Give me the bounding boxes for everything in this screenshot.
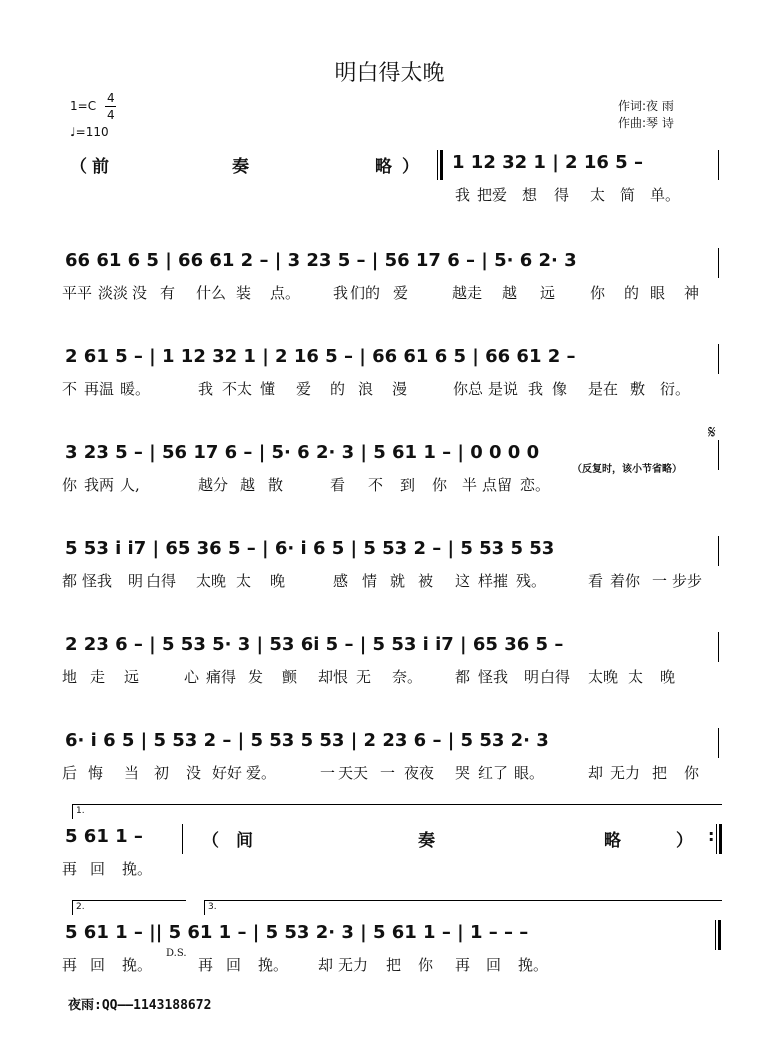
lyrics-line: 后 悔 当 初 没 好好 爱。 一 天天 一 夜夜 哭 红了 眼。 却 无力 把 你	[62, 764, 700, 782]
interlude-word-3: 略	[604, 831, 621, 851]
prelude-word-2: 奏	[232, 157, 249, 177]
score-row-6	[0, 628, 779, 698]
bar-line	[182, 824, 183, 854]
prelude-word-1: 前	[92, 157, 109, 177]
interlude-word-1: 间	[236, 831, 253, 851]
lyrics-line: 再 回 挽。	[62, 860, 153, 878]
bar-line	[718, 150, 719, 180]
time-signature-top: 4	[107, 91, 115, 105]
score-row-4	[0, 422, 779, 506]
notation-line: 66 61 6 5 | 66 61 2 – | 3 23 5 – | 56 17 6 – | 5· 6 2· 3	[65, 250, 577, 271]
notation-line: 1 12 32 1 | 2 16 5 –	[452, 152, 643, 173]
repeat-note: （反复时，该小节省略）	[572, 464, 682, 475]
interlude-open: （	[202, 831, 219, 851]
bar-line	[718, 632, 719, 662]
volta-1: 1.	[72, 804, 722, 819]
lyrics-line: 你 我两 人, 越分 越 散 看 不 到 你 半 点留 恋。	[62, 476, 551, 494]
prelude-open: （	[70, 157, 87, 177]
score-row-7	[0, 724, 779, 794]
segno-icon: 𝄋	[708, 422, 716, 443]
tempo-marking: ♩=110	[70, 125, 109, 139]
dal-segno: D.S.	[166, 948, 187, 959]
notation-line: 5 53 i i7 | 65 36 5 – | 6· i 6 5 | 5 53 2 – | 5 53 5 53	[65, 538, 555, 559]
bar-line	[718, 344, 719, 374]
lyrics-line: 都 怪我 明 白得 太晚 太 晚 感 情 就 被 这 样摧 残。 看 着你 一 步步	[62, 572, 703, 590]
lyrics-line: 平平 淡淡 没 有 什么 装 点。 我 们的 爱 越走 越 远 你 的 眼 神	[62, 284, 700, 302]
song-title: 明白得太晚	[334, 61, 445, 86]
lyrics-line: 地 走 远 心 痛得 发 颤 却恨 无 奈。 都 怪我 明 白得 太晚 太 晚	[62, 668, 676, 686]
score-row-9	[0, 916, 779, 986]
repeat-end-bar-thin	[716, 824, 717, 854]
notation-line: 5 61 1 – || 5 61 1 – | 5 53 2· 3 | 5 61 1 – | 1 – – –	[65, 922, 529, 943]
bar-line	[718, 728, 719, 758]
lyricist-credit: 作词:夜 雨	[618, 99, 674, 113]
repeat-start-bar-thick	[440, 150, 443, 180]
key-signature: 1=C	[70, 99, 97, 113]
composer-credit: 作曲:琴 诗	[618, 116, 674, 130]
bar-line	[718, 536, 719, 566]
interlude-close: ）	[676, 831, 693, 851]
repeat-end-sign: :	[708, 826, 715, 845]
bar-line	[718, 440, 719, 470]
repeat-end-bar-thick	[719, 824, 722, 854]
interlude-word-2: 奏	[418, 831, 435, 851]
notation-line: 2 61 5 – | 1 12 32 1 | 2 16 5 – | 66 61 6 5 | 66 61 2 –	[65, 346, 576, 367]
footer-contact: 夜雨:QQ——1143188672	[68, 998, 212, 1013]
score-row-2	[0, 244, 779, 314]
volta-2: 2.	[72, 900, 186, 915]
score-row-5	[0, 532, 779, 602]
bar-line	[718, 248, 719, 278]
prelude-word-3: 略	[375, 157, 392, 177]
score-row-1	[0, 146, 779, 216]
final-bar-thin	[715, 920, 716, 950]
time-signature-bottom: 4	[107, 108, 115, 122]
prelude-close: ）	[402, 157, 419, 177]
lyrics-line: 再 回 挽。 再 回 挽。 却 无力 把 你 再 回 挽。	[62, 956, 549, 974]
notation-line: 3 23 5 – | 56 17 6 – | 5· 6 2· 3 | 5 61 1 – | 0 0 0 0	[65, 442, 540, 463]
lyrics-line: 我 把爱 想 得 太 简 单。	[455, 186, 681, 204]
time-signature-line	[105, 106, 116, 107]
volta-3: 3.	[204, 900, 722, 915]
repeat-start-bar-thin	[437, 150, 438, 180]
score-row-3	[0, 340, 779, 410]
lyrics-line: 不 再温 暖。 我 不太 懂 爱 的 浪 漫 你总 是说 我 像 是在 敷 衍。	[62, 380, 691, 398]
notation-line: 2 23 6 – | 5 53 5· 3 | 53 6i 5 – | 5 53 i i7 | 65 36 5 –	[65, 634, 564, 655]
notation-line: 5 61 1 –	[65, 826, 143, 847]
score-row-8	[0, 820, 779, 890]
final-bar-thick	[718, 920, 721, 950]
notation-line: 6· i 6 5 | 5 53 2 – | 5 53 5 53 | 2 23 6 – | 5 53 2· 3	[65, 730, 549, 751]
